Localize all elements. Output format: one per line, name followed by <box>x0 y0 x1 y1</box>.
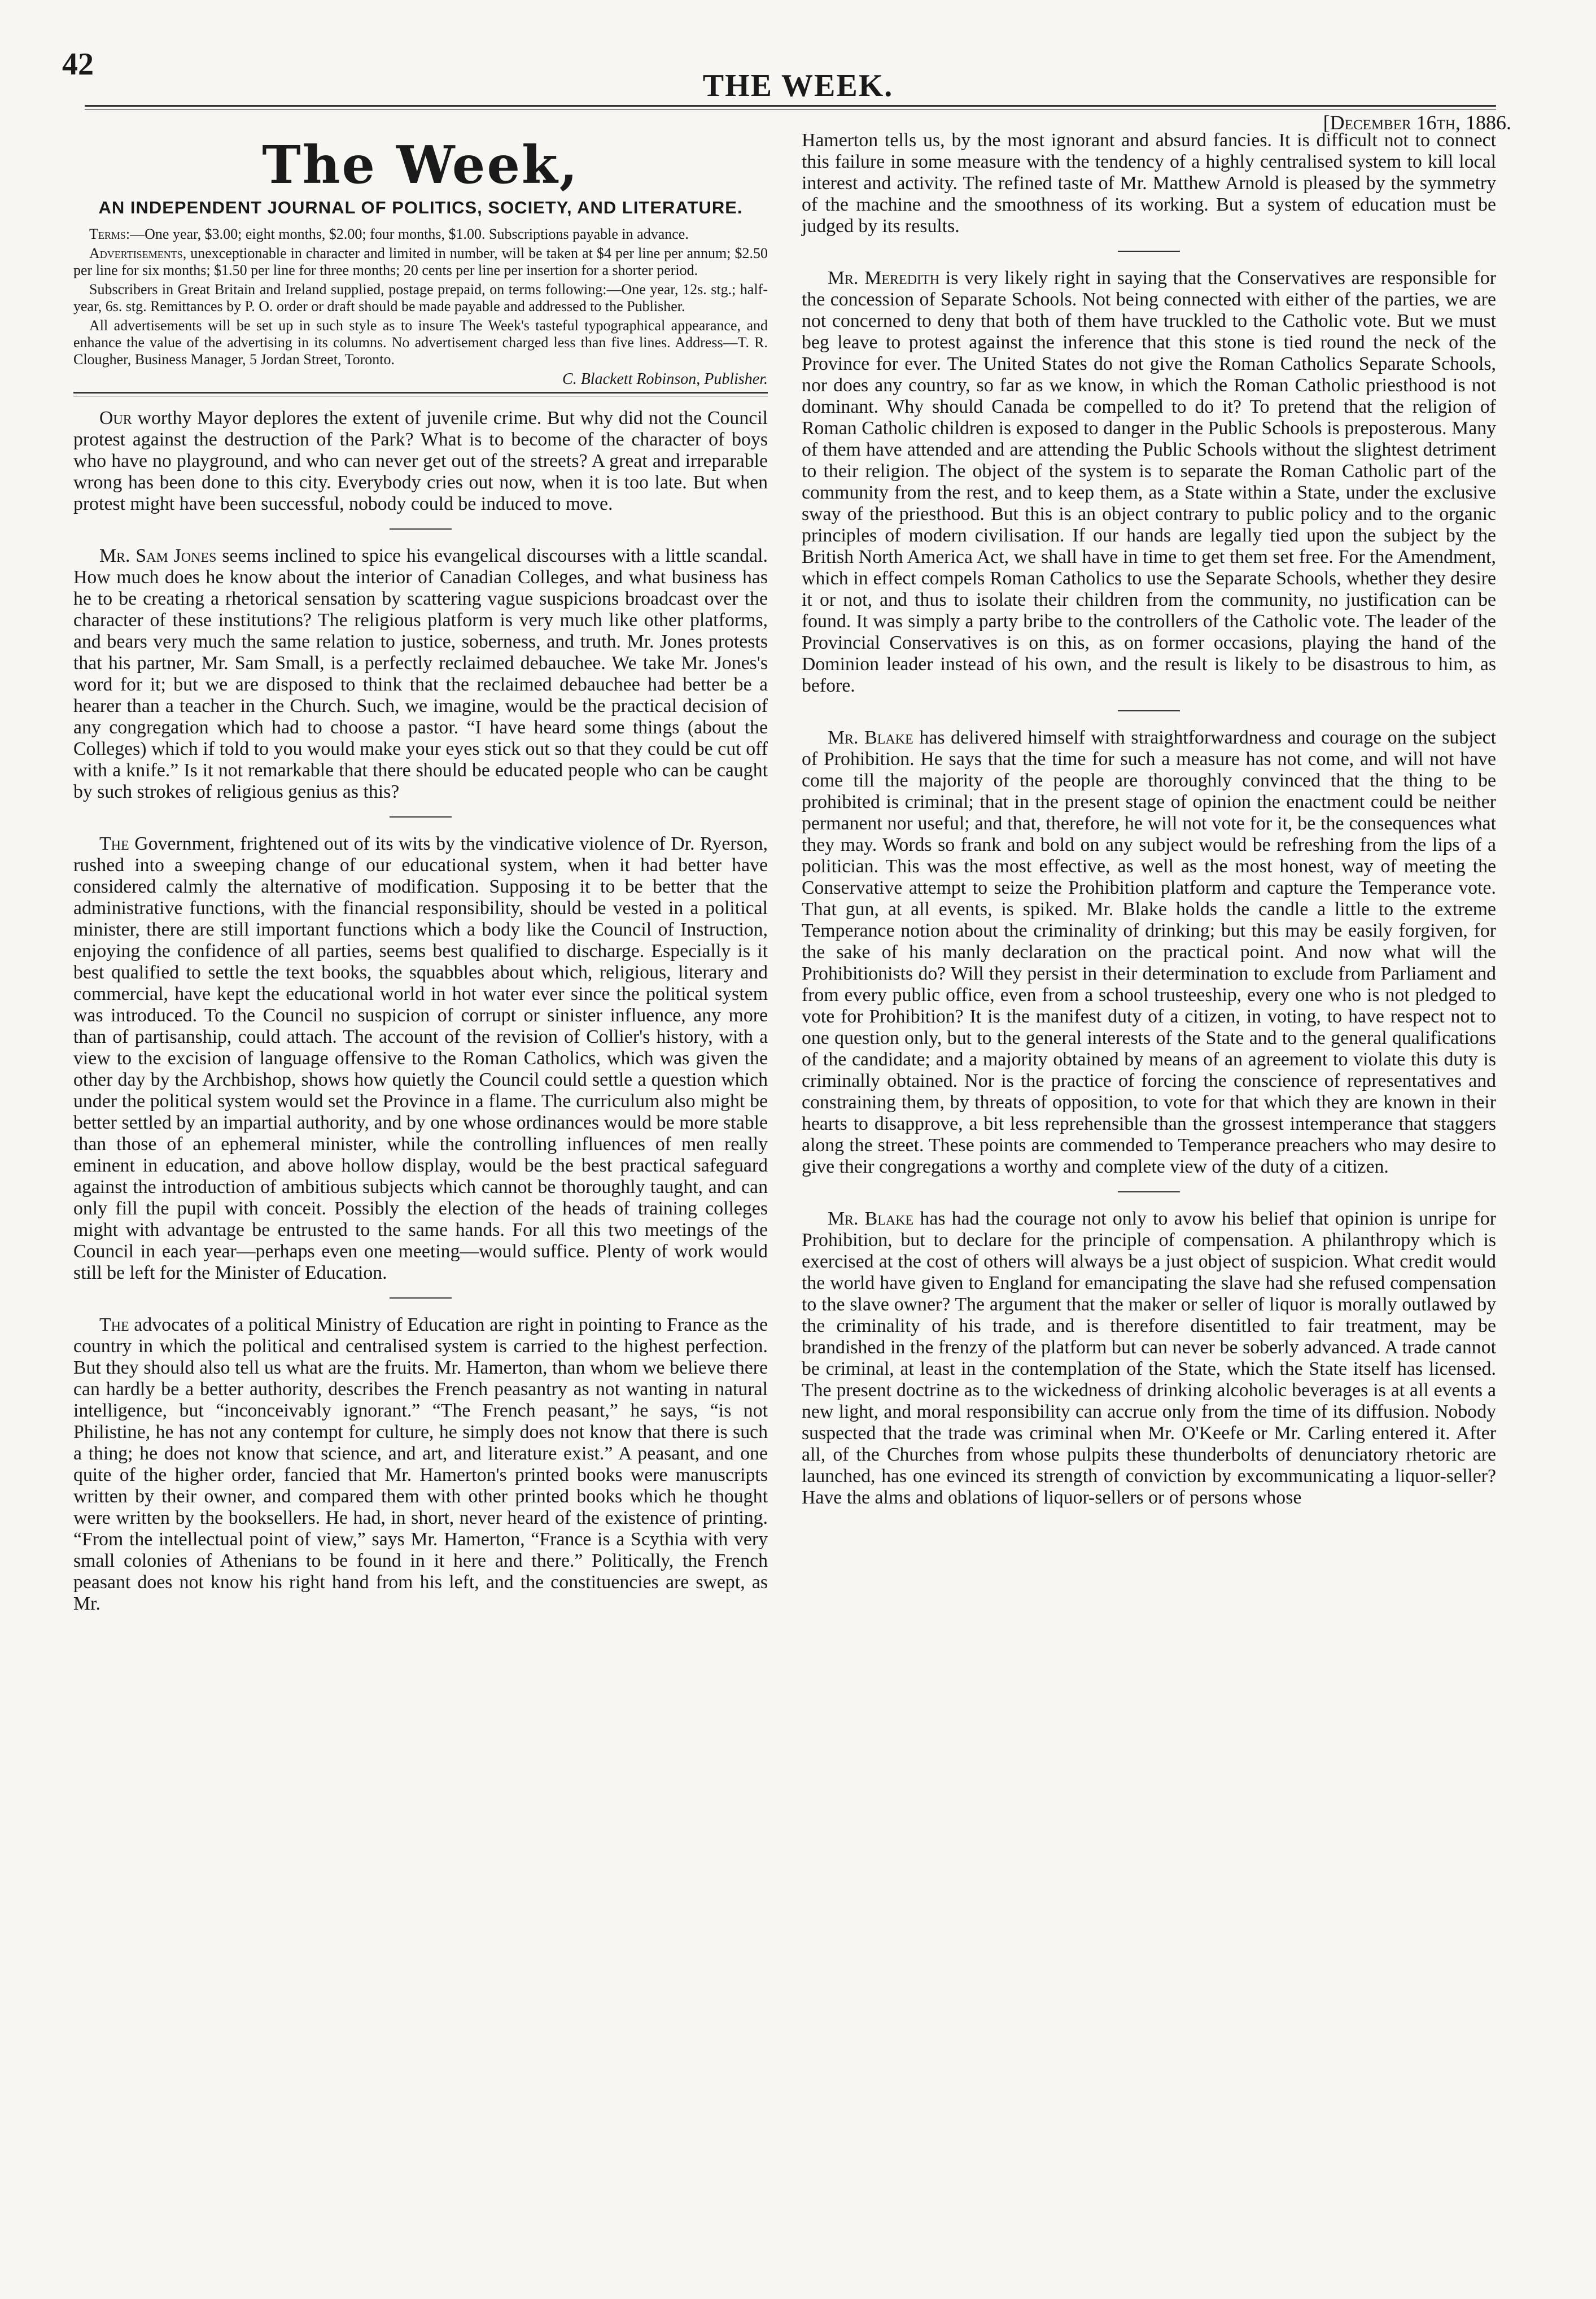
running-title: THE WEEK. <box>702 68 894 103</box>
article-paragraph <box>802 1208 1496 1509</box>
masthead-rule <box>73 392 768 396</box>
subscribers-notice: Subscribers in Great Britain and Ireland supplied, postage prepaid, on terms following:—One year, 12s. stg.; half-year, 6s. stg. Remittances by P. O. order or draft should be made payable and addressed to the Publisher. <box>73 281 768 314</box>
paragraph-lead: Mr. Meredith <box>828 268 940 289</box>
publisher-line: C. Blackett Robinson, Publisher. <box>562 370 768 388</box>
paragraph-lead: Mr. Blake <box>828 727 913 748</box>
page-number: 42 <box>62 47 94 82</box>
article-paragraph <box>73 1314 768 1615</box>
article-paragraph <box>802 130 1496 237</box>
paragraph-text: advocates of a political Ministry of Education are right in pointing to France as the country in which the political and centralised system is carried to the highest perfection. But they should also tell us what are the fruits. Mr. Hamerton, than whom we believe there can hardly be a better authority, describes the French peasantry as not wanting in natural intelligence, but “inconceivably ignorant.” “The French peasant,” he says, “is not Philistine, he has not any contempt for culture, he simply does not know that there is such a thing; he does not know that science, and art, and literature exist.” A peasant, and one quite of the higher order, fancied that Mr. Hamerton's printed books were manuscripts written by their owner, and compared them with other printed books which he thought were written by the booksellers. He had, in short, never heard of the existence of printing. “From the intellectual point of view,” says Mr. Hamerton, “France is a Scythia with very small colonies of Athenians to be found in it here and there.” Politically, the French peasant does not know his right hand from his left, and the constituencies are swept, as Mr. <box>73 1314 768 1614</box>
article-paragraph <box>802 727 1496 1178</box>
header-rule <box>85 105 1496 110</box>
article-paragraph <box>73 545 768 803</box>
separator-rule <box>390 1297 452 1299</box>
paragraph-lead: Mr. Blake <box>828 1208 914 1229</box>
issue-date: [December 16th, 1886. <box>1323 111 1511 134</box>
paragraph-lead: Our <box>99 408 132 429</box>
article-paragraph <box>802 268 1496 697</box>
separator-rule <box>1118 1191 1180 1192</box>
terms-notice <box>73 226 768 243</box>
paragraph-text: is very likely right in saying that the Conservatives are responsible for the concession of Separate Schools. Not being connected with either of the parties, we are not concerned to deny that both of them have truckled to the Catholic vote. But we must beg leave to protest against the inference that this stone is tied round the neck of the Province for ever. The United States do not give the Roman Catholics Separate Schools, nor does any country, so far as we know, in which the Roman Catholic priesthood is not dominant. Why should Canada be compelled to do it? To pretend that the religion of Roman Catholic children is exposed to danger in the Public Schools is preposterous. Many of them have attended and are attending the Public Schools without the slightest detriment to their religion. The object of the system is to separate the Roman Catholic part of the community from the rest, and to keep them, as a State within a State, under the exclusive sway of the priesthood. But this is an object contrary to public policy and to the organic principles of modern civilisation. If our hands are legally tied upon the subject by the British North America Act, we shall have in time to get them set free. For the Amendment, which in effect compels Roman Catholics to use the Separate Schools, whether they desire it or not, and thus to isolate their children from the community, no justification can be found. It was simply a party bribe to the controllers of the Catholic vote. The leader of the Provincial Conservatives is on this, as on former occasions, playing the hand of the Dominion leader instead of his own, and the result is likely to be disastrous to him, as before. <box>802 268 1497 696</box>
advertising-notice <box>73 245 768 279</box>
article-paragraph <box>73 408 768 515</box>
paragraph-text: Government, frightened out of its wits by the vindicative violence of Dr. Ryerson, rushed into a sweeping change of our educational system, when it had better have considered calmly the alternative of modification. Supposing it to be better that the administrative functions, with the financial responsibility, should be vested in a political minister, there are still important functions which a body like the Council of Instruction, enjoying the confidence of all parties, seems best qualified to discharge. Especially is it best qualified to settle the text books, the squabbles about which, religious, literary and commercial, have kept the educational world in hot water ever since the political system was introduced. To the Council no suspicion of corrupt or sinister influence, any more than of partisanship, could attach. The account of the revision of Collier's history, with a view to the excision of language offensive to the Roman Catholics, which was given the other day by the Archbishop, shows how quietly the Council could settle a question which under the political system would set the Province in a flame. The curriculum also might be better settled by an impartial authority, and by one whose ordinances would be more stable than those of an ephemeral minister, while the controlling influences of men really eminent in education, and above hollow display, would be the best practical safeguard against the introduction of ambitious subjects which cannot be thoroughly taught, and can only fill the pupil with conceit. Possibly the election of the heads of training colleges might with advantage be entrusted to the same hands. For all this two meetings of the Council in each year—perhaps even one meeting—would suffice. Plenty of work would still be left for the Minister of Education. <box>73 833 768 1283</box>
separator-rule <box>390 528 452 530</box>
separator-rule <box>390 816 452 818</box>
separator-rule <box>1118 710 1180 711</box>
paragraph-lead: The <box>99 1314 129 1335</box>
separator-rule <box>1118 251 1180 252</box>
paragraph-text: has had the courage not only to avow his belief that opinion is unripe for Prohibition, but to declare for the principle of compensation. A philanthropy which is exercised at the cost of others will always be a just object of suspicion. What credit would the world have given to England for emancipating the slave had she refused compensation to the slave owner? The argument that the maker or seller of liquor is morally outlawed by the criminality of his trade, and is therefore disentitled to fair treatment, may be brandished in the frenzy of the platform but can never be soberly advanced. A trade cannot be criminal, at least in the contemplation of the State, which the State itself has licensed. The present doctrine as to the wickedness of drinking alcoholic beverages is at all events a new light, and moral responsibility can accrue only from the time of its diffusion. Nobody suspected that the trade was criminal when Mr. O'Keefe or Mr. Carling entered it. After all, of the Churches from whose pulpits these thunderbolts of denunciatory rhetoric are launched, has one evinced its strength of conviction by excommunicating a liquor-seller? Have the alms and oblations of liquor-sellers or of persons whose <box>802 1208 1497 1508</box>
paragraph-text: Hamerton tells us, by the most ignorant and absurd fancies. It is difficult not to connect this failure in some measure with the tendency of a highly centralised system to kill local interest and activity. The refined taste of Mr. Matthew Arnold is pleased by the symmetry of the machine and the smoothness of its working. But a system of education must be judged by its results. <box>802 130 1496 237</box>
right-column <box>802 130 1496 1509</box>
paragraph-lead: Mr. Sam Jones <box>99 545 217 566</box>
paragraph-text: has delivered himself with straightforwardness and courage on the subject of Prohibition. He says that the time for such a measure has not come, and will not have come till the majority of the people are thoroughly convinced that the thing to be prohibited is criminal; that in the present stage of opinion the enactment could be neither permanent nor useful; and that, therefore, he will not vote for it, be the consequences what they may. Words so frank and bold on any subject would be refreshing from the lips of a politician. This was the most effective, as well as the most honest, way of meeting the Conservative attempt to seize the Prohibition platform and capture the Temperance vote. That gun, at all events, is spiked. Mr. Blake holds the candle a little to the extreme Temperance notion about the criminality of drinking; but this may be easily forgiven, for the sake of his manly declaration on the practical point. And now what will the Prohibitionists do? Will they persist in their determination to exclude from Parliament and from every public office, even from a school trusteeship, every one who is not pledged to vote for Prohibition? It is the manifest duty of a citizen, in voting, to have respect not to one question only, but to the general interests of the State and to the general qualifications of the candidate; and a majority obtained by means of an agreement to violate this duty is criminally obtained. Nor is the practice of forcing the conscience of representatives and constraining them, by threats of opposition, to vote for that which they are known in their hearts to disapprove, a bit less reprehensible than the grossest intemperance that staggers along the street. These points are commended to Temperance preachers who may desire to give their congregations a worthy and complete view of the duty of a citizen. <box>802 727 1496 1177</box>
terms-lead: Terms: <box>89 226 130 242</box>
advertising-text: unexceptionable in character and limited in number, will be taken at $4 per line per annum; $2.50 per line for six months; $1.50 per line for three months; 20 cents per line per insertion for a shorter period. <box>73 245 768 278</box>
article-paragraph <box>73 833 768 1284</box>
paragraph-text: seems inclined to spice his evangelical discourses with a little scandal. How much does he know about the interior of Canadian Colleges, and what business has he to be creating a rhetorical sensation by scattering vague suspicions broadcast over the character of these institutions? The religious platform is very much like other platforms, and bears very much the same relation to justice, soberness, and truth. Mr. Jones protests that his partner, Mr. Sam Small, is a perfectly reclaimed debauchee. We take Mr. Jones's word for it; but we are disposed to think that the reclaimed debauchee had better be a hearer than a teacher in the Church. Such, we imagine, would be the practical decision of any congregation which had to choose a pastor. “I have heard some things (about the Colleges) which if told to you would make your eyes stick out so that they could be cut off with a knife.” Is it not remarkable that there should be educated people who can be caught by such strokes of religious genius as this? <box>73 545 768 802</box>
all-ads-notice: All advertisements will be set up in such style as to insure The Week's tasteful typographical appearance, and enhance the value of the advertising in its columns. No advertisement charged less than five lines. Address—T. R. Clougher, Business Manager, 5 Jordan Street, Toronto. <box>73 317 768 368</box>
left-column <box>73 130 768 1615</box>
masthead-subtitle: AN INDEPENDENT JOURNAL OF POLITICS, SOCIETY, AND LITERATURE. <box>98 198 743 217</box>
paragraph-text: worthy Mayor deplores the extent of juvenile crime. But why did not the Council protest against the destruction of the Park? What is to become of the character of boys who have no playground, and who can never get out of the streets? A great and irreparable wrong has been done to this city. Everybody cries out now, when it is too late. But when protest might have been successful, nobody could be induced to move. <box>73 408 768 514</box>
terms-text: —One year, $3.00; eight months, $2.00; four months, $1.00. Subscriptions payable in advance. <box>130 226 689 242</box>
paragraph-lead: The <box>99 833 129 854</box>
masthead-title: The Week, <box>262 134 579 195</box>
advertising-lead: Advertisements, <box>89 245 187 261</box>
